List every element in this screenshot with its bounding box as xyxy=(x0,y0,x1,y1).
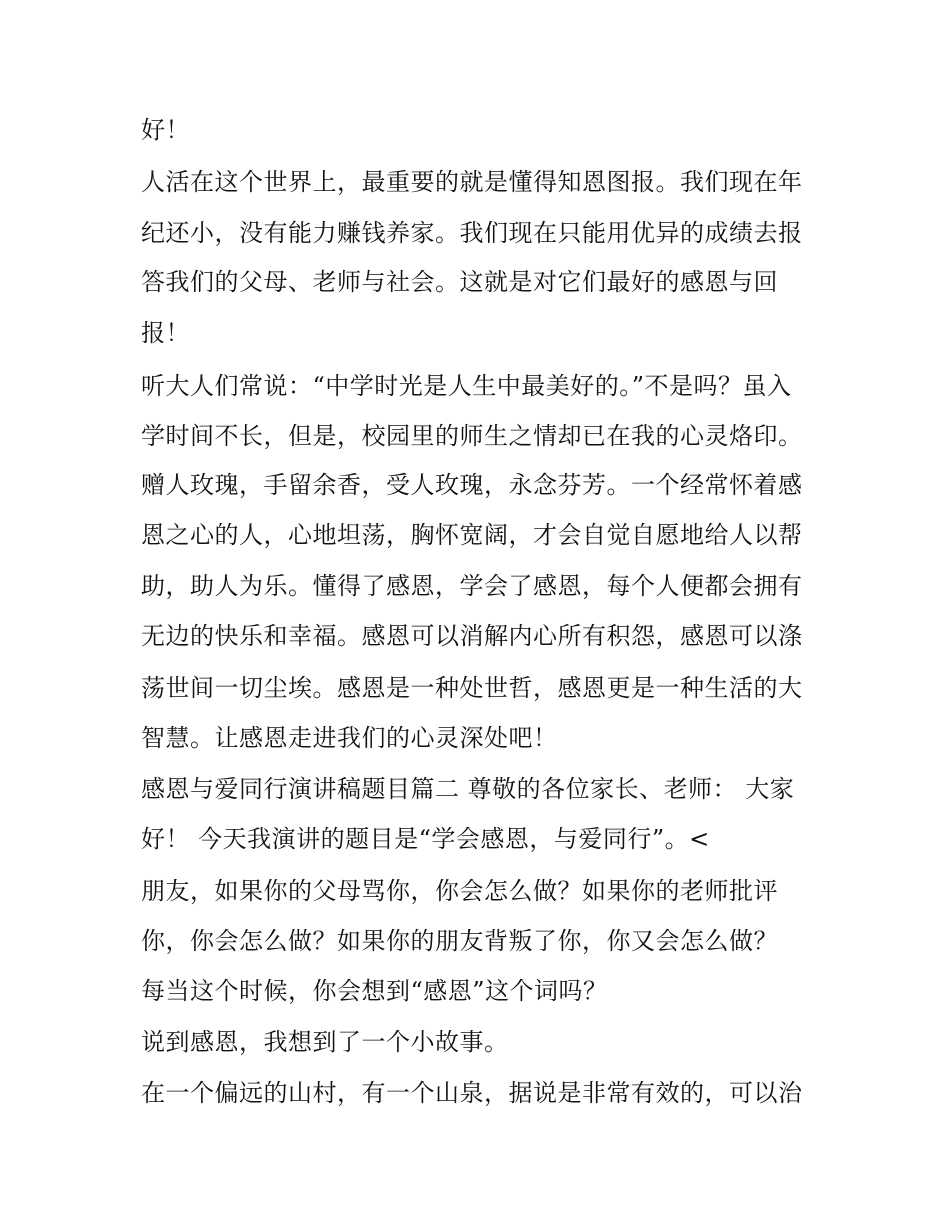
text-line: 听大人们常说：“中学时光是人生中最美好的。”不是吗？虽入 xyxy=(141,372,792,400)
text-line: 好！ 今天我演讲的题目是“学会感恩，与爱同行”。< xyxy=(141,825,710,853)
text-line: 在一个偏远的山村，有一个山泉，据说是非常有效的，可以治 xyxy=(141,1079,803,1107)
text-line: 荡世间一切尘埃。感恩是一种处世哲，感恩更是一种生活的大 xyxy=(141,674,803,702)
text-line: 智慧。让感恩走进我们的心灵深处吧！ xyxy=(141,724,558,752)
text-line: 恩之心的人，心地坦荡，胸怀宽阔，才会自觉自愿地给人以帮 xyxy=(141,521,803,549)
text-line: 感恩与爱同行演讲稿题目篇二 尊敬的各位家长、老师： 大家 xyxy=(141,775,795,803)
text-line: 好！ xyxy=(141,116,190,144)
text-line: 赠人玫瑰，手留余香，受人玫瑰，永念芬芳。一个经常怀着感 xyxy=(141,471,803,499)
text-line: 说到感恩，我想到了一个小故事。 xyxy=(141,1028,509,1056)
text-line: 助，助人为乐。懂得了感恩，学会了感恩，每个人便都会拥有 xyxy=(141,572,803,600)
text-line: 每当这个时候，你会想到“感恩”这个词吗？ xyxy=(141,977,608,1005)
text-line: 人活在这个世界上，最重要的就是懂得知恩图报。我们现在年 xyxy=(141,168,803,196)
text-line: 答我们的父母、老师与社会。这就是对它们最好的感恩与回 xyxy=(141,268,778,296)
text-line: 报！ xyxy=(141,319,190,347)
text-line: 学时间不长，但是，校园里的师生之情却已在我的心灵烙印。 xyxy=(141,422,803,450)
text-line: 朋友，如果你的父母骂你，你会怎么做？如果你的老师批评 xyxy=(141,877,778,905)
text-line: 你，你会怎么做？如果你的朋友背叛了你，你又会怎么做？ xyxy=(141,927,778,955)
text-line: 纪还小，没有能力赚钱养家。我们现在只能用优异的成绩去报 xyxy=(141,219,803,247)
text-line: 无边的快乐和幸福。感恩可以消解内心所有积怨，感恩可以涤 xyxy=(141,622,803,650)
